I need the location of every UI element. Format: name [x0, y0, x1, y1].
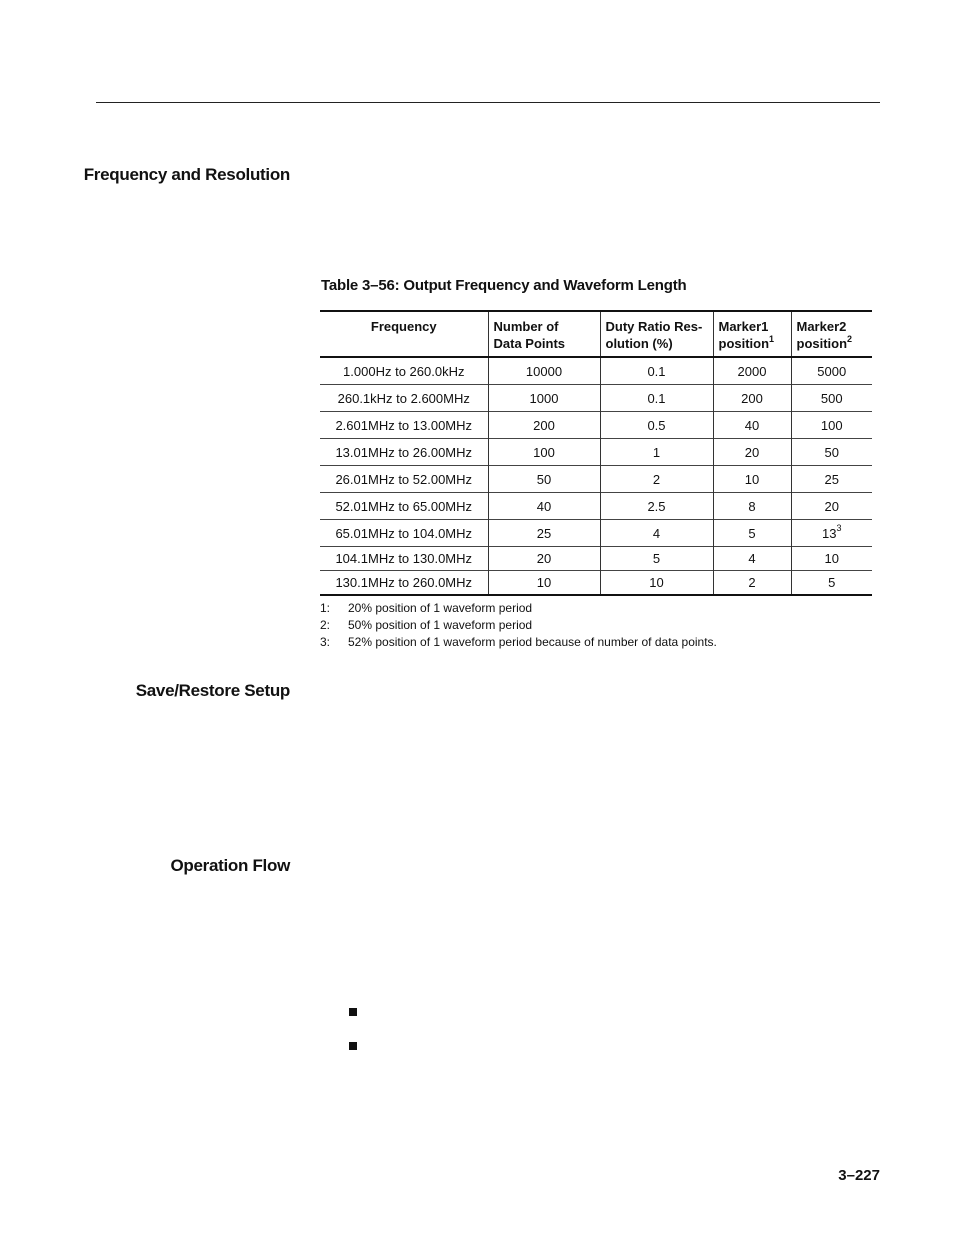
cell-duty-ratio: 2.5	[600, 493, 713, 520]
cell-data-points: 200	[488, 412, 600, 439]
cell-marker2: 50	[791, 439, 872, 466]
cell-marker1: 8	[713, 493, 791, 520]
cell-marker1: 5	[713, 520, 791, 547]
cell-marker2: 25	[791, 466, 872, 493]
cell-data-points: 100	[488, 439, 600, 466]
cell-frequency: 260.1kHz to 2.600MHz	[320, 385, 488, 412]
cell-duty-ratio: 1	[600, 439, 713, 466]
cell-frequency: 52.01MHz to 65.00MHz	[320, 493, 488, 520]
cell-duty-ratio: 4	[600, 520, 713, 547]
cell-marker1: 2000	[713, 357, 791, 385]
section-heading-save-restore: Save/Restore Setup	[135, 681, 290, 700]
cell-marker1: 20	[713, 439, 791, 466]
cell-marker1: 10	[713, 466, 791, 493]
bullet-icon	[349, 1008, 357, 1016]
table-row	[320, 412, 872, 439]
cell-marker1: 2	[713, 571, 791, 596]
section-heading-frequency-resolution: Frequency and Resolution	[83, 165, 290, 184]
cell-frequency: 26.01MHz to 52.00MHz	[320, 466, 488, 493]
cell-data-points: 20	[488, 547, 600, 571]
table-row	[320, 493, 872, 520]
cell-marker2: $13^3$	[791, 520, 872, 547]
cell-data-points: 10	[488, 571, 600, 596]
cell-duty-ratio: 10	[600, 571, 713, 596]
cell-duty-ratio: 0.5	[600, 412, 713, 439]
table-caption: Table 3–56: Output Frequency and Waveform Length	[321, 277, 687, 294]
footnote: 2: 50% position of 1 waveform period	[320, 618, 533, 632]
section-heading-operation-flow: Operation Flow	[170, 856, 290, 875]
table-row	[320, 439, 872, 466]
cell-frequency: 130.1MHz to 260.0MHz	[320, 571, 488, 596]
cell-frequency: 104.1MHz to 130.0MHz	[320, 547, 488, 571]
cell-duty-ratio: 0.1	[600, 357, 713, 385]
cell-marker2: 10	[791, 547, 872, 571]
table-row	[320, 357, 872, 385]
cell-marker2: 500	[791, 385, 872, 412]
bullet-icon	[349, 1042, 357, 1050]
cell-frequency: 65.01MHz to 104.0MHz	[320, 520, 488, 547]
cell-marker1: 4	[713, 547, 791, 571]
header-frequency: Frequency	[320, 311, 488, 357]
header-duty-ratio: Duty Ratio Res- olution (%)	[600, 311, 713, 357]
cell-marker2: 5000	[791, 357, 872, 385]
table-row	[320, 571, 872, 596]
cell-marker2: 20	[791, 493, 872, 520]
cell-data-points: 50	[488, 466, 600, 493]
table-row	[320, 385, 872, 412]
cell-frequency: 1.000Hz to 260.0kHz	[343, 363, 465, 379]
cell-data-points: 40	[488, 493, 600, 520]
cell-data-points: 1000	[488, 385, 600, 412]
cell-duty-ratio: 2	[600, 466, 713, 493]
footnote: 3: 52% position of 1 waveform period because of number of data points.	[320, 635, 717, 649]
header-marker2: Marker2 position$^2$	[791, 311, 872, 357]
cell-marker2: 100	[791, 412, 872, 439]
table-row	[320, 520, 872, 547]
output-frequency-table	[320, 310, 872, 596]
table-row	[320, 466, 872, 493]
cell-marker2: 5	[791, 571, 872, 596]
header-rule	[96, 102, 880, 103]
table-row	[320, 547, 872, 571]
cell-data-points: 25	[488, 520, 600, 547]
cell-duty-ratio: 5	[600, 547, 713, 571]
cell-duty-ratio: 0.1	[600, 385, 713, 412]
page-number: 3–227	[838, 1167, 880, 1184]
footnote: 1: 20% position of 1 waveform period	[320, 601, 533, 615]
cell-marker1: 40	[713, 412, 791, 439]
cell-frequency: 13.01MHz to 26.00MHz	[320, 439, 488, 466]
header-data-points: Number of Data Points	[488, 311, 600, 357]
table-header-row	[320, 311, 872, 357]
table-footnotes	[320, 600, 717, 651]
cell-data-points: 10000	[488, 357, 600, 385]
cell-frequency: 2.601MHz to 13.00MHz	[320, 412, 488, 439]
cell-marker1: 200	[713, 385, 791, 412]
header-marker1: Marker1 position$^1$	[713, 311, 791, 357]
